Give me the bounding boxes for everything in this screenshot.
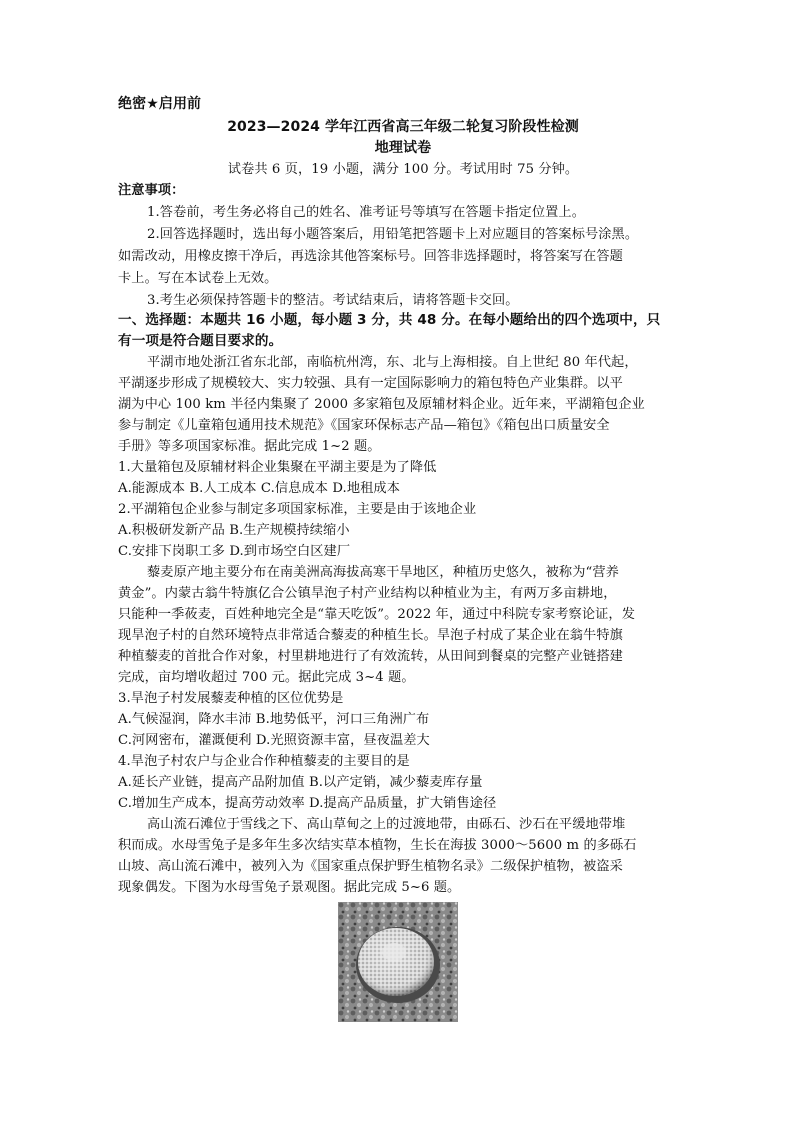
snow-lotus-landscape-photo bbox=[338, 902, 458, 1022]
notes-heading: 注意事项： bbox=[118, 183, 185, 198]
passage2-line-4: 现旱泡子村的自然环境特点非常适合藜麦的种植生长。旱泡子村成了某企业在翁牛特旗 bbox=[118, 628, 623, 643]
passage2-line-1: 藜麦原产地主要分布在南美洲高海拔高寒干旱地区，种植历史悠久，被称为“营养 bbox=[147, 565, 619, 580]
passage3-line-3: 山坡、高山流石滩中，被列入为《国家重点保护野生植物名录》二级保护植物，被盗采 bbox=[118, 859, 623, 874]
question-3-options-a: A.气候湿润，降水丰沛 B.地势低平，河口三角洲广布 bbox=[118, 712, 430, 727]
question-4-options-a: A.延长产业链，提高产品附加值 B.以产定销，减少藜麦库存量 bbox=[118, 775, 483, 790]
exam-title: 2023—2024 学年江西省高三年级二轮复习阶段性检测 bbox=[227, 119, 579, 135]
confidential-mark: 绝密★启用前 bbox=[118, 96, 202, 112]
question-2-options-b: C.安排下岗职工多 D.到市场空白区建厂 bbox=[118, 544, 351, 559]
passage1-line-5: 手册》等多项国家标准。据此完成 1~2 题。 bbox=[118, 439, 381, 454]
question-4-stem: 4.旱泡子村农户与企业合作种植藜麦的主要目的是 bbox=[118, 754, 410, 769]
passage2-line-6: 完成，亩均增收超过 700 元。据此完成 3~4 题。 bbox=[118, 670, 415, 685]
passage2-line-5: 种植藜麦的首批合作对象，村里耕地进行了有效流转，从田间到餐桌的完整产业链搭建 bbox=[118, 649, 623, 664]
question-1-stem: 1.大量箱包及原辅材料企业集聚在平湖主要是为了降低 bbox=[118, 460, 437, 475]
question-4-options-b: C.增加生产成本，提高劳动效率 D.提高产品质量，扩大销售途径 bbox=[118, 796, 497, 811]
passage3-line-1: 高山流石滩位于雪线之下、高山草甸之上的过渡地带，由砾石、沙石在平缓地带堆 bbox=[147, 817, 626, 832]
question-2-options-a: A.积极研发新产品 B.生产规模持续缩小 bbox=[118, 523, 350, 538]
section-heading-line-2: 有一项是符合题目要求的。 bbox=[118, 333, 283, 349]
exam-subject: 地理试卷 bbox=[374, 140, 432, 156]
passage3-line-4: 现象偶发。下图为水母雪兔子景观图。据此完成 5~6 题。 bbox=[118, 880, 461, 895]
note-3: 3.考生必须保持答题卡的整洁。考试结束后，请将答题卡交回。 bbox=[147, 293, 519, 308]
passage3-line-2: 积而成。水母雪兔子是多年生多次结实草本植物，生长在海拔 3000～5600 m 的多砾石 bbox=[118, 838, 637, 853]
passage1-line-1: 平湖市地处浙江省东北部，南临杭州湾，东、北与上海相接。自上世纪 80 年代起， bbox=[147, 355, 638, 370]
passage1-line-3: 湖为中心 100 km 半径内集聚了 2000 多家箱包及原辅材料企业。近年来，平湖箱包企业 bbox=[118, 397, 645, 412]
passage2-line-3: 只能种一季莜麦，百姓种地完全是“靠天吃饭”。2022 年，通过中科院专家考察论证，发 bbox=[118, 607, 635, 622]
exam-info: 试卷共 6 页，19 小题，满分 100 分。考试用时 75 分钟。 bbox=[227, 162, 579, 177]
question-3-stem: 3.旱泡子村发展藜麦种植的区位优势是 bbox=[118, 691, 344, 706]
section-heading-line-1: 一、选择题：本题共 16 小题，每小题 3 分，共 48 分。在每小题给出的四个选项中，只 bbox=[118, 312, 661, 328]
note-2-line-1: 2.回答选择题时，选出每小题答案后，用铅笔把答题卡上对应题目的答案标号涂黑。 bbox=[147, 227, 639, 242]
note-2-line-3: 卡上。写在本试卷上无效。 bbox=[118, 271, 278, 286]
question-3-options-b: C.河网密布，灌溉便利 D.光照资源丰富，昼夜温差大 bbox=[118, 733, 430, 748]
note-2-line-2: 如需改动，用橡皮擦干净后，再选涂其他答案标号。回答非选择题时，将答案写在答题 bbox=[118, 249, 623, 264]
passage2-line-2: 黄金”。内蒙古翁牛特旗亿合公镇旱泡子村产业结构以种植业为主，有两万多亩耕地， bbox=[118, 586, 617, 601]
passage1-line-2: 平湖逐步形成了规模较大、实力较强、具有一定国际影响力的箱包特色产业集群。以平 bbox=[118, 376, 623, 391]
question-1-options: A.能源成本 B.人工成本 C.信息成本 D.地租成本 bbox=[118, 481, 400, 496]
passage1-line-4: 参与制定《儿童箱包通用技术规范》《国家环保标志产品—箱包》《箱包出口质量安全 bbox=[118, 418, 610, 433]
question-2-stem: 2.平湖箱包企业参与制定多项国家标准，主要是由于该地企业 bbox=[118, 502, 477, 517]
note-1: 1.答卷前，考生务必将自己的姓名、准考证号等填写在答题卡指定位置上。 bbox=[147, 205, 585, 220]
